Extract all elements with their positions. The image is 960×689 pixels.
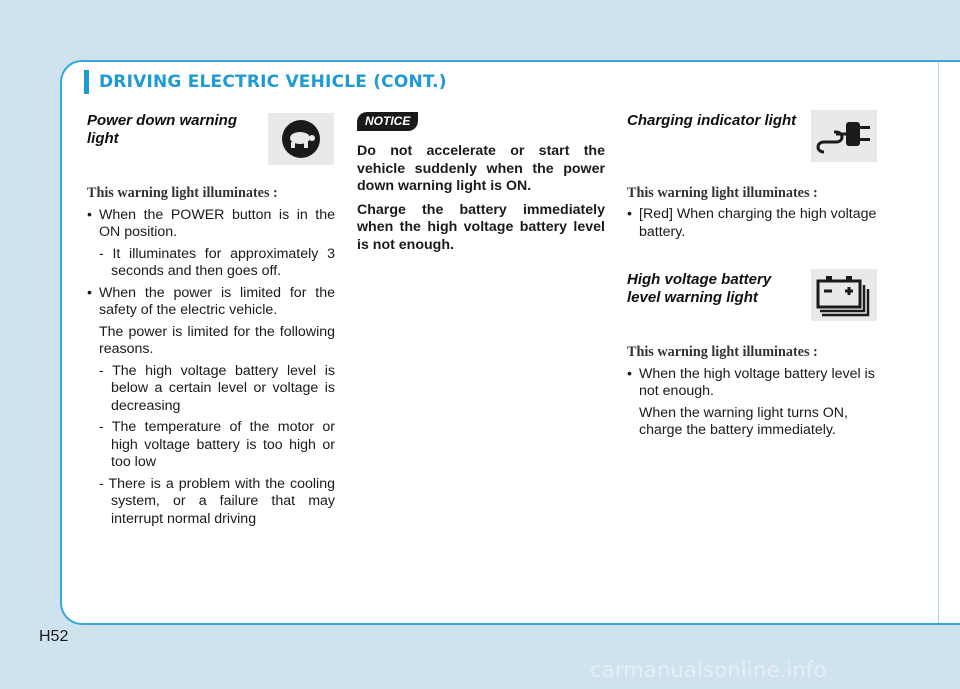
reason-item: - The high voltage battery level is below a certain level or voltage is decreasing bbox=[99, 362, 335, 414]
power-down-list-2 bbox=[87, 285, 335, 320]
turtle-icon-box bbox=[268, 113, 334, 165]
reasons-intro: The power is limited for the following reasons. bbox=[99, 323, 335, 357]
watermark: carmanualsonline.info bbox=[590, 658, 827, 682]
power-down-subhead: This warning light illuminates : bbox=[87, 185, 278, 201]
charging-subhead: This warning light illuminates : bbox=[627, 184, 818, 201]
power-down-list bbox=[87, 207, 335, 242]
battery-title: High voltage battery level warning light bbox=[627, 271, 772, 306]
battery-para: When the warning light turns ON, charge the battery immediately. bbox=[639, 404, 848, 438]
plug-icon bbox=[814, 112, 874, 160]
battery-icon-box bbox=[811, 269, 877, 321]
left-column bbox=[87, 112, 335, 528]
power-down-title: Power down warning light bbox=[87, 112, 238, 147]
battery-icon bbox=[814, 271, 874, 319]
section-header: DRIVING ELECTRIC VEHICLE (CONT.) bbox=[99, 72, 447, 92]
notice-text-1: Do not accelerate or start the vehicle suddenly when the power down warning light is ON. bbox=[357, 143, 605, 194]
notice-text-2: Charge the battery immediately when the high voltage battery level is not enough. bbox=[357, 201, 605, 253]
battery-subhead: This warning light illuminates : bbox=[627, 344, 818, 360]
charging-list bbox=[627, 206, 879, 241]
list-item: • When the POWER button is in the ON position. bbox=[87, 207, 335, 242]
plug-icon-box bbox=[811, 110, 877, 162]
list-subitem: - It illuminates for approximately 3 seconds and then goes off. bbox=[99, 245, 335, 279]
charging-title: Charging indicator light bbox=[627, 112, 797, 129]
battery-list bbox=[627, 366, 879, 401]
right-rule bbox=[938, 62, 939, 623]
list-item: • [Red] When charging the high voltage battery. bbox=[627, 206, 879, 241]
reason-item: - There is a problem with the cooling system, or a failure that may interrupt normal driving bbox=[99, 475, 335, 527]
notice-badge: NOTICE bbox=[357, 112, 418, 131]
page-number: H52 bbox=[39, 628, 69, 645]
reason-item: - The temperature of the motor or high voltage battery is too high or too low bbox=[99, 419, 335, 470]
list-item: • When the high voltage battery level is not enough. bbox=[627, 366, 879, 401]
turtle-icon bbox=[279, 117, 323, 161]
list-item: • When the power is limited for the safety of the electric vehicle. bbox=[87, 285, 335, 320]
header-accent-bar bbox=[84, 70, 89, 94]
middle-column bbox=[357, 112, 605, 254]
